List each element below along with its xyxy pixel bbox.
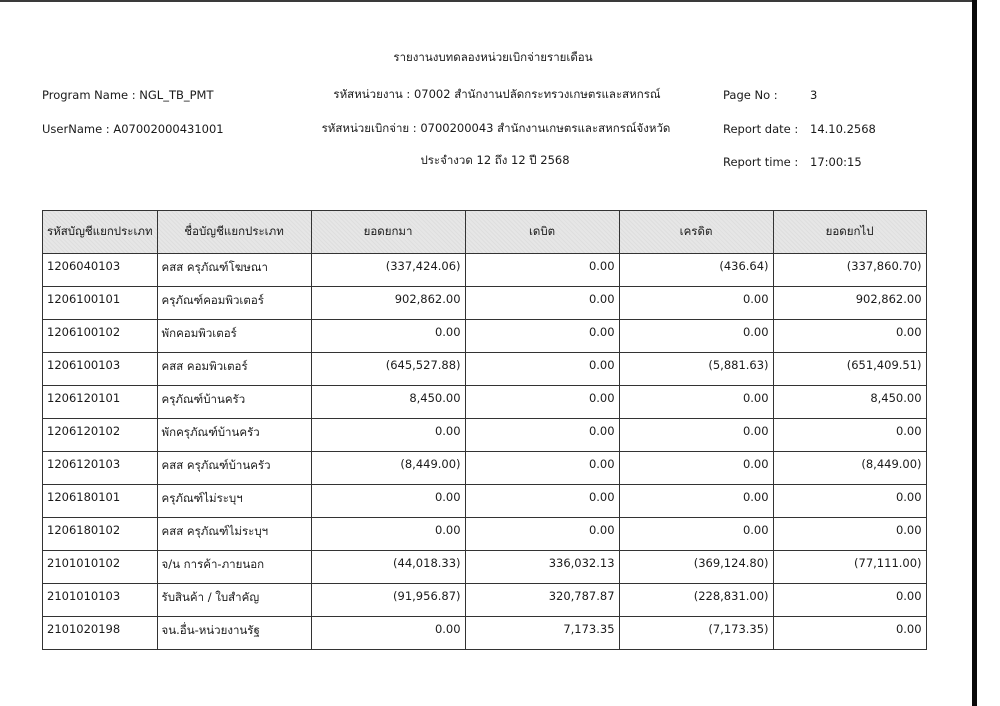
cell-account-name: พักคอมพิวเตอร์	[157, 320, 311, 353]
report-time-label: Report time :	[723, 155, 799, 169]
cell-debit: 320,787.87	[465, 584, 619, 617]
cell-opening-balance: (337,424.06)	[311, 254, 465, 287]
cell-debit: 0.00	[465, 320, 619, 353]
col-header-account-code: รหัสบัญชีแยกประเภท	[43, 211, 158, 254]
report-date-value: 14.10.2568	[810, 122, 876, 136]
cell-account-code: 1206120102	[43, 419, 158, 452]
table-row	[43, 287, 927, 320]
cell-debit: 0.00	[465, 452, 619, 485]
table-row	[43, 353, 927, 386]
cell-opening-balance: 0.00	[311, 320, 465, 353]
right-edge-bar	[972, 0, 977, 706]
cell-opening-balance: 0.00	[311, 419, 465, 452]
cell-account-code: 1206180102	[43, 518, 158, 551]
cell-opening-balance: (8,449.00)	[311, 452, 465, 485]
cell-account-code: 1206180101	[43, 485, 158, 518]
program-name: Program Name : NGL_TB_PMT	[42, 88, 214, 102]
cell-credit: 0.00	[619, 485, 773, 518]
table-row	[43, 551, 927, 584]
cell-opening-balance: (91,956.87)	[311, 584, 465, 617]
cell-credit: 0.00	[619, 386, 773, 419]
cell-closing-balance: 0.00	[773, 584, 926, 617]
report-time-value: 17:00:15	[810, 155, 862, 169]
cell-account-name: คสส ครุภัณฑ์บ้านครัว	[157, 452, 311, 485]
table-row	[43, 452, 927, 485]
trial-balance-table	[42, 210, 927, 650]
cell-credit: (5,881.63)	[619, 353, 773, 386]
page-no-value: 3	[810, 88, 818, 102]
table-row	[43, 386, 927, 419]
cell-debit: 0.00	[465, 353, 619, 386]
col-header-account-name: ชื่อบัญชีแยกประเภท	[157, 211, 311, 254]
cell-closing-balance: 0.00	[773, 419, 926, 452]
col-header-closing-balance: ยอดยกไป	[773, 211, 926, 254]
col-header-credit: เครดิต	[619, 211, 773, 254]
table-row	[43, 584, 927, 617]
cell-credit: (369,124.80)	[619, 551, 773, 584]
cell-credit: 0.00	[619, 518, 773, 551]
cell-debit: 0.00	[465, 518, 619, 551]
cell-credit: (228,831.00)	[619, 584, 773, 617]
cell-closing-balance: 902,862.00	[773, 287, 926, 320]
agency-line: รหัสหน่วยงาน : 07002 สำนักงานปลัดกระทรวงเกษตรและสหกรณ์	[333, 87, 661, 101]
cell-closing-balance: (8,449.00)	[773, 452, 926, 485]
cell-account-code: 2101010102	[43, 551, 158, 584]
cell-credit: (436.64)	[619, 254, 773, 287]
top-edge-rule	[0, 0, 972, 2]
cell-account-code: 1206120103	[43, 452, 158, 485]
cell-credit: (7,173.35)	[619, 617, 773, 650]
cell-debit: 0.00	[465, 485, 619, 518]
report-date-label: Report date :	[723, 122, 799, 136]
cell-debit: 0.00	[465, 254, 619, 287]
cell-account-code: 1206100102	[43, 320, 158, 353]
cell-credit: 0.00	[619, 287, 773, 320]
cell-account-name: คสส ครุภัณฑ์โฆษณา	[157, 254, 311, 287]
cell-opening-balance: 0.00	[311, 617, 465, 650]
cell-credit: 0.00	[619, 419, 773, 452]
cell-debit: 0.00	[465, 419, 619, 452]
cell-account-code: 2101020198	[43, 617, 158, 650]
page-no-label: Page No :	[723, 88, 778, 102]
cell-account-code: 1206120101	[43, 386, 158, 419]
cell-opening-balance: 8,450.00	[311, 386, 465, 419]
cell-closing-balance: 0.00	[773, 518, 926, 551]
cell-account-code: 2101010103	[43, 584, 158, 617]
cell-account-code: 1206100101	[43, 287, 158, 320]
cell-credit: 0.00	[619, 452, 773, 485]
cell-opening-balance: (44,018.33)	[311, 551, 465, 584]
username: UserName : A07002000431001	[42, 122, 224, 136]
cell-closing-balance: (77,111.00)	[773, 551, 926, 584]
report-title: รายงานงบทดลองหน่วยเบิกจ่ายรายเดือน	[393, 50, 593, 64]
cell-closing-balance: 0.00	[773, 320, 926, 353]
table-row	[43, 617, 927, 650]
col-header-opening-balance: ยอดยกมา	[311, 211, 465, 254]
cell-account-name: ครุภัณฑ์ไม่ระบุฯ	[157, 485, 311, 518]
cell-account-code: 1206040103	[43, 254, 158, 287]
cell-debit: 0.00	[465, 386, 619, 419]
cell-opening-balance: 902,862.00	[311, 287, 465, 320]
table-row	[43, 320, 927, 353]
cell-account-name: คสส ครุภัณฑ์ไม่ระบุฯ	[157, 518, 311, 551]
cell-closing-balance: 0.00	[773, 485, 926, 518]
cell-account-name: จ/น การค้า-ภายนอก	[157, 551, 311, 584]
cell-account-name: คสส คอมพิวเตอร์	[157, 353, 311, 386]
cell-account-code: 1206100103	[43, 353, 158, 386]
cell-credit: 0.00	[619, 320, 773, 353]
table-row	[43, 518, 927, 551]
table-row	[43, 419, 927, 452]
cell-account-name: ครุภัณฑ์คอมพิวเตอร์	[157, 287, 311, 320]
table-row	[43, 485, 927, 518]
cell-opening-balance: (645,527.88)	[311, 353, 465, 386]
cell-debit: 0.00	[465, 287, 619, 320]
table-row	[43, 254, 927, 287]
table-header-row	[43, 211, 927, 254]
period-line: ประจำงวด 12 ถึง 12 ปี 2568	[420, 153, 570, 167]
cell-closing-balance: (337,860.70)	[773, 254, 926, 287]
col-header-debit: เดบิต	[465, 211, 619, 254]
cell-debit: 336,032.13	[465, 551, 619, 584]
cell-account-name: จน.อื่น-หน่วยงานรัฐ	[157, 617, 311, 650]
cell-debit: 7,173.35	[465, 617, 619, 650]
cell-account-name: รับสินค้า / ใบสำคัญ	[157, 584, 311, 617]
cell-closing-balance: 8,450.00	[773, 386, 926, 419]
cell-account-name: ครุภัณฑ์บ้านครัว	[157, 386, 311, 419]
cell-closing-balance: (651,409.51)	[773, 353, 926, 386]
cell-opening-balance: 0.00	[311, 518, 465, 551]
disbursing-unit-line: รหัสหน่วยเบิกจ่าย : 0700200043 สำนักงานเกษตรและสหกรณ์จังหวัด	[321, 121, 671, 135]
cell-closing-balance: 0.00	[773, 617, 926, 650]
cell-opening-balance: 0.00	[311, 485, 465, 518]
cell-account-name: พักครุภัณฑ์บ้านครัว	[157, 419, 311, 452]
